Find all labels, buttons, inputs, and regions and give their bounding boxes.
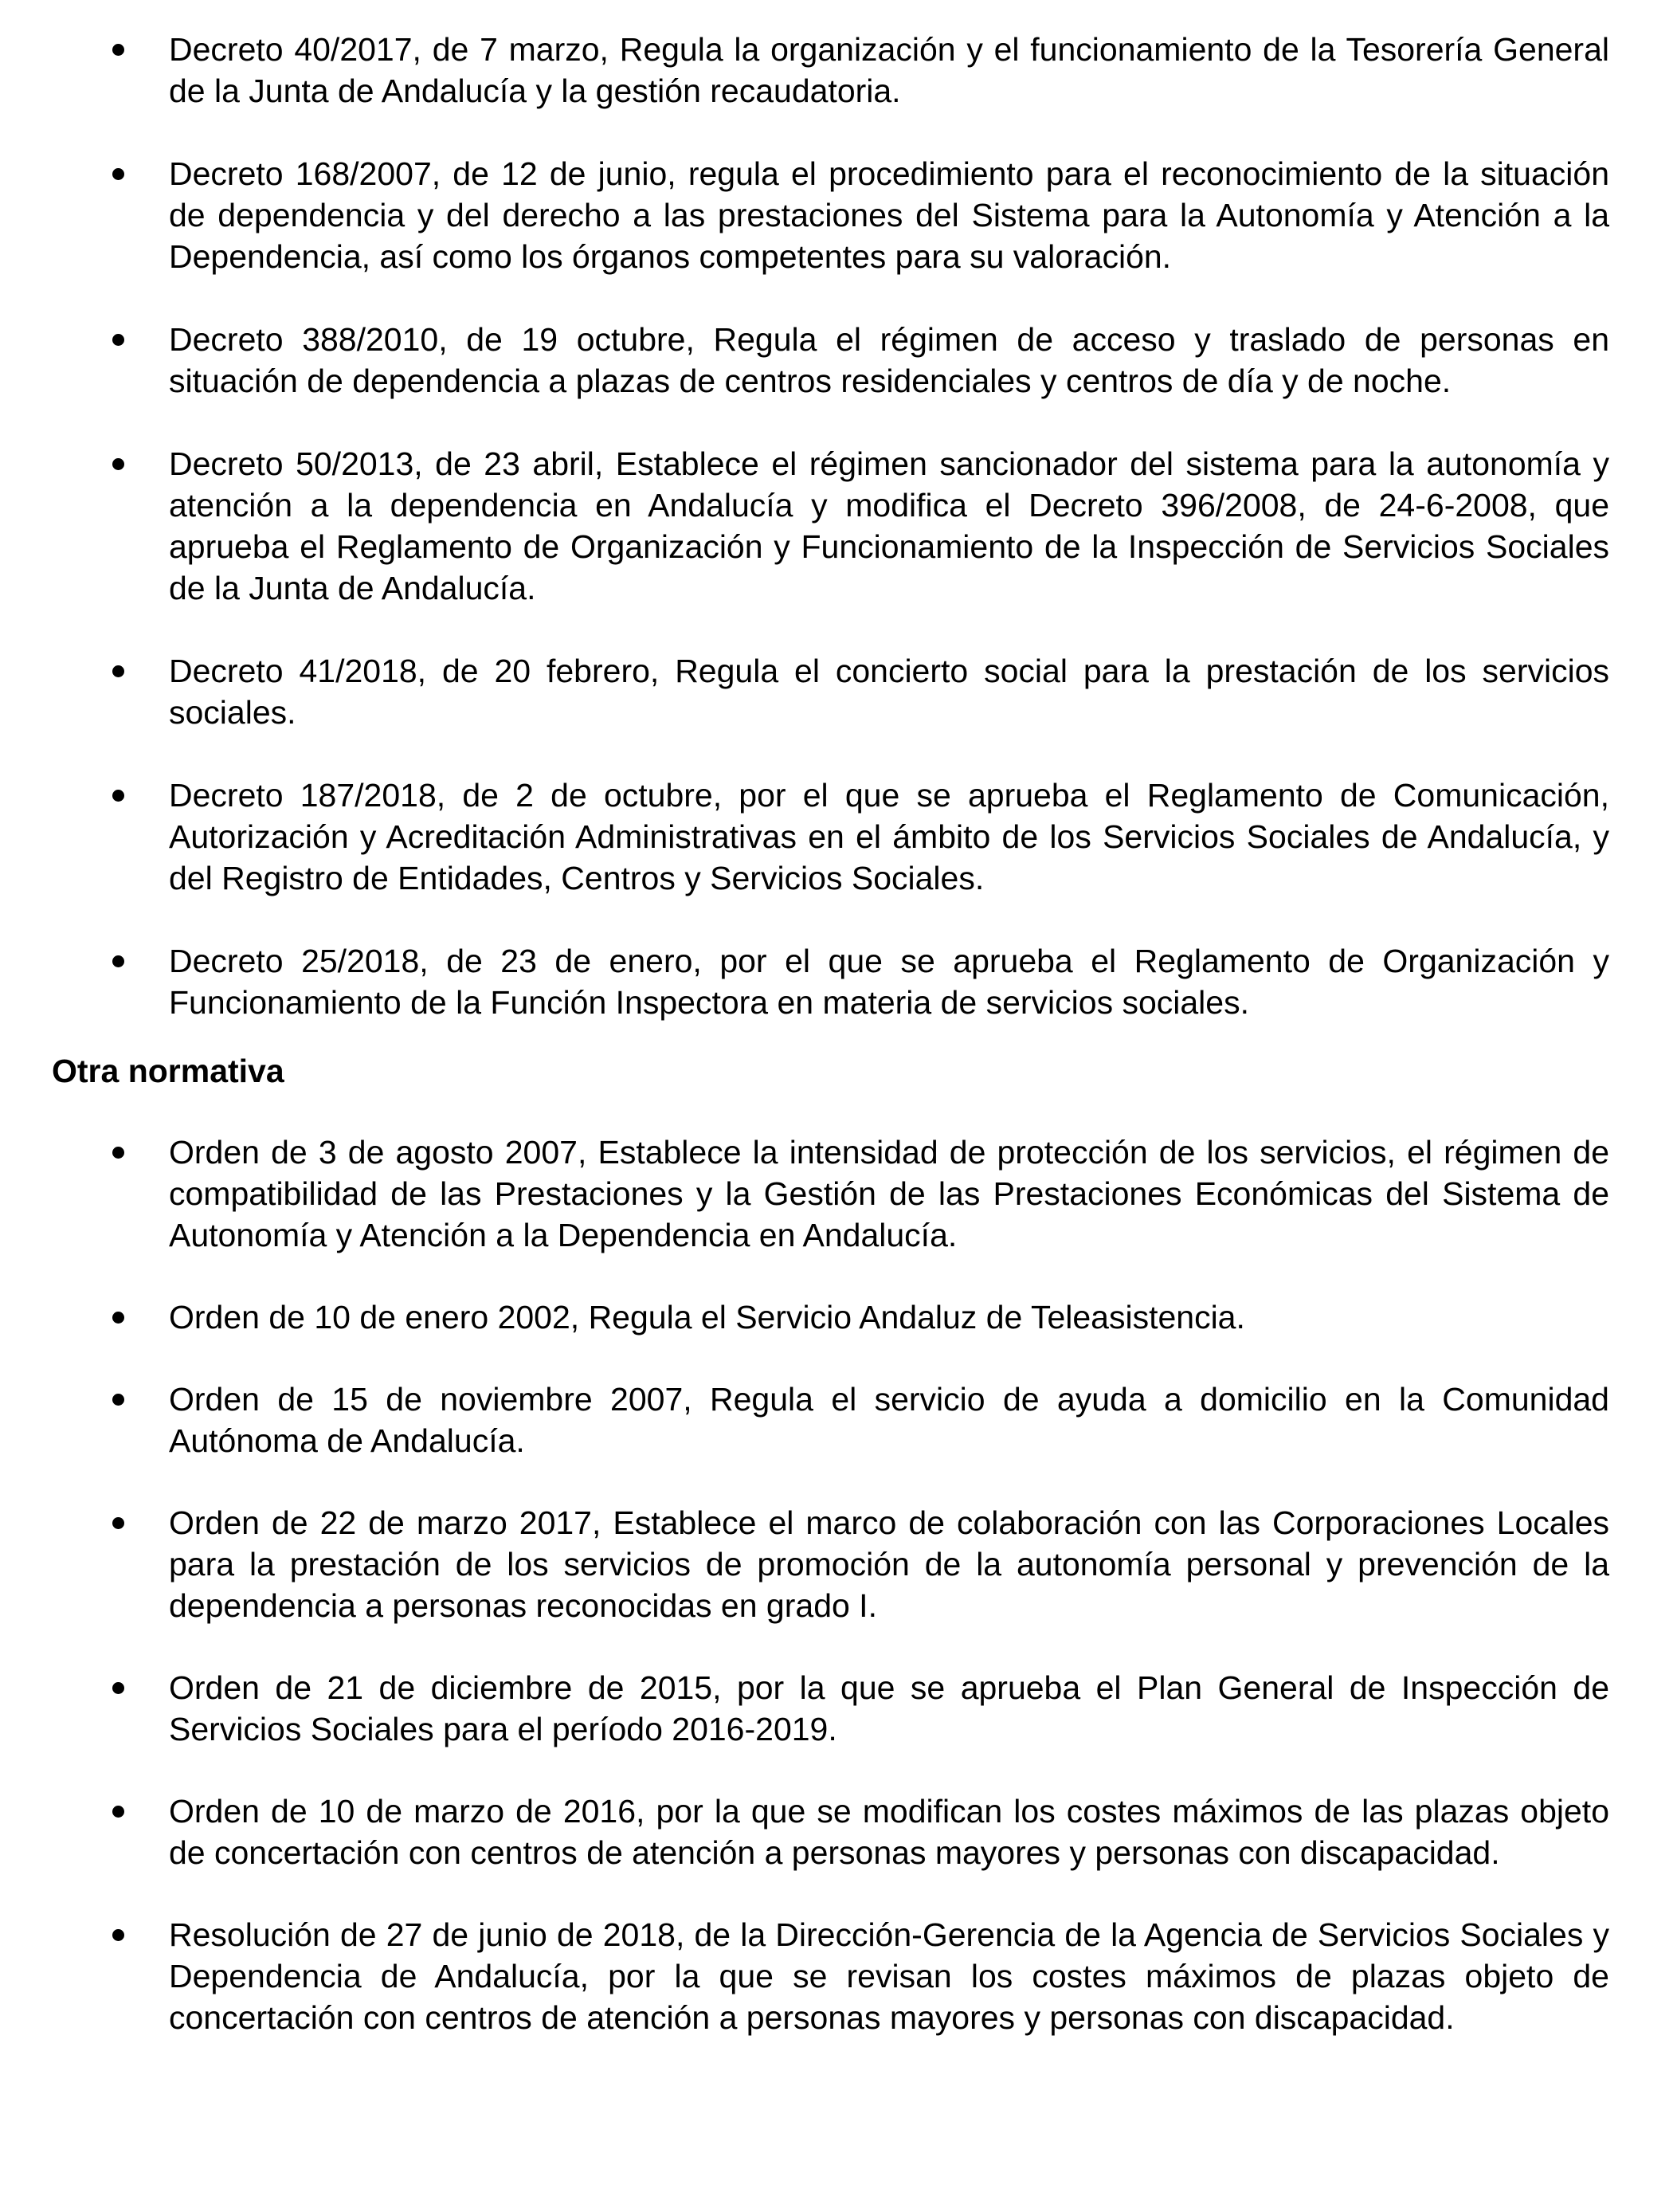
bullet-icon: [112, 955, 124, 967]
list-item: [0, 940, 1673, 1023]
bullet-icon: [112, 1929, 124, 1941]
list-item-text: Decreto 25/2018, de 23 de enero, por el que se aprueba el Reglamento de Organización y Funcionamiento de la Función Inspectora en materia de servicios sociales.: [169, 943, 1609, 1021]
list-item: [0, 1379, 1673, 1461]
list-item: [0, 319, 1673, 402]
list-item-text: Decreto 41/2018, de 20 febrero, Regula el concierto social para la prestación de los servicios sociales.: [169, 653, 1609, 731]
bullet-icon: [112, 44, 124, 56]
list-item: [0, 1914, 1673, 2038]
otra-normativa-list: [0, 1131, 1673, 2038]
bullet-icon: [112, 334, 124, 346]
list-item-text: Decreto 50/2013, de 23 abril, Establece el régimen sancionador del sistema para la autonomía y atención a la dependencia en Andalucía y modifica el Decreto 396/2008, de 24-6-2008, que aprueba el Reglamento de Organización y Funcionamiento de la Inspección de Servicios Sociales de la Junta de Andalucía.: [169, 445, 1609, 606]
bullet-icon: [112, 1312, 124, 1324]
list-item: [0, 29, 1673, 112]
list-item-text: Decreto 187/2018, de 2 de octubre, por el que se aprueba el Reglamento de Comunicación, Autorización y Acreditación Administrativas en el ámbito de los Servicios Sociales de Andalucía, y del Registro de Entidades, Centros y Servicios Sociales.: [169, 777, 1609, 896]
list-item-text: Decreto 388/2010, de 19 octubre, Regula el régimen de acceso y traslado de personas en situación de dependencia a plazas de centros residenciales y centros de día y de noche.: [169, 321, 1609, 399]
bullet-icon: [112, 1394, 124, 1406]
section-heading: Otra normativa: [52, 1053, 284, 1089]
bullet-icon: [112, 458, 124, 470]
decretos-list: [0, 29, 1673, 1023]
list-item-text: Orden de 21 de diciembre de 2015, por la que se aprueba el Plan General de Inspección de Servicios Sociales para el período 2016-2019.: [169, 1669, 1609, 1747]
list-item: [0, 1131, 1673, 1256]
list-item: [0, 443, 1673, 609]
list-item-text: Orden de 3 de agosto 2007, Establece la intensidad de protección de los servicios, el régimen de compatibilidad de las Prestaciones y la Gestión de las Prestaciones Económicas del Sistema de Autonomía y Atención a la Dependencia en Andalucía.: [169, 1134, 1609, 1253]
bullet-icon: [112, 1517, 124, 1529]
list-item: [0, 1667, 1673, 1750]
list-item-text: Orden de 15 de noviembre 2007, Regula el servicio de ayuda a domicilio en la Comunidad Autónoma de Andalucía.: [169, 1381, 1609, 1459]
list-item-text: Resolución de 27 de junio de 2018, de la Dirección-Gerencia de la Agencia de Servicios Sociales y Dependencia de Andalucía, por la que se revisan los costes máximos de plazas objeto de concertación con centros de atención a personas mayores y personas con discapacidad.: [169, 1916, 1609, 2036]
list-item-text: Orden de 10 de marzo de 2016, por la que se modifican los costes máximos de las plazas objeto de concertación con centros de atención a personas mayores y personas con discapacidad.: [169, 1793, 1609, 1871]
list-item-text: Decreto 40/2017, de 7 marzo, Regula la organización y el funcionamiento de la Tesorería General de la Junta de Andalucía y la gestión recaudatoria.: [169, 31, 1609, 109]
list-item: [0, 775, 1673, 899]
list-item: [0, 1296, 1673, 1338]
bullet-icon: [112, 665, 124, 677]
list-item: [0, 153, 1673, 277]
list-item-text: Decreto 168/2007, de 12 de junio, regula el procedimiento para el reconocimiento de la situación de dependencia y del derecho a las prestaciones del Sistema para la Autonomía y Atención a la Dependencia, así como los órganos competentes para su valoración.: [169, 155, 1609, 275]
bullet-icon: [112, 790, 124, 802]
bullet-icon: [112, 1147, 124, 1159]
bullet-icon: [112, 1806, 124, 1818]
list-item: [0, 1502, 1673, 1626]
bullet-icon: [112, 168, 124, 180]
list-item-text: Orden de 10 de enero 2002, Regula el Servicio Andaluz de Teleasistencia.: [169, 1299, 1245, 1335]
list-item: [0, 1790, 1673, 1873]
list-item-text: Orden de 22 de marzo 2017, Establece el marco de colaboración con las Corporaciones Locales para la prestación de los servicios de promoción de la autonomía personal y prevención de la dependencia a personas reconocidas en grado I.: [169, 1504, 1609, 1624]
list-item: [0, 650, 1673, 733]
bullet-icon: [112, 1682, 124, 1694]
